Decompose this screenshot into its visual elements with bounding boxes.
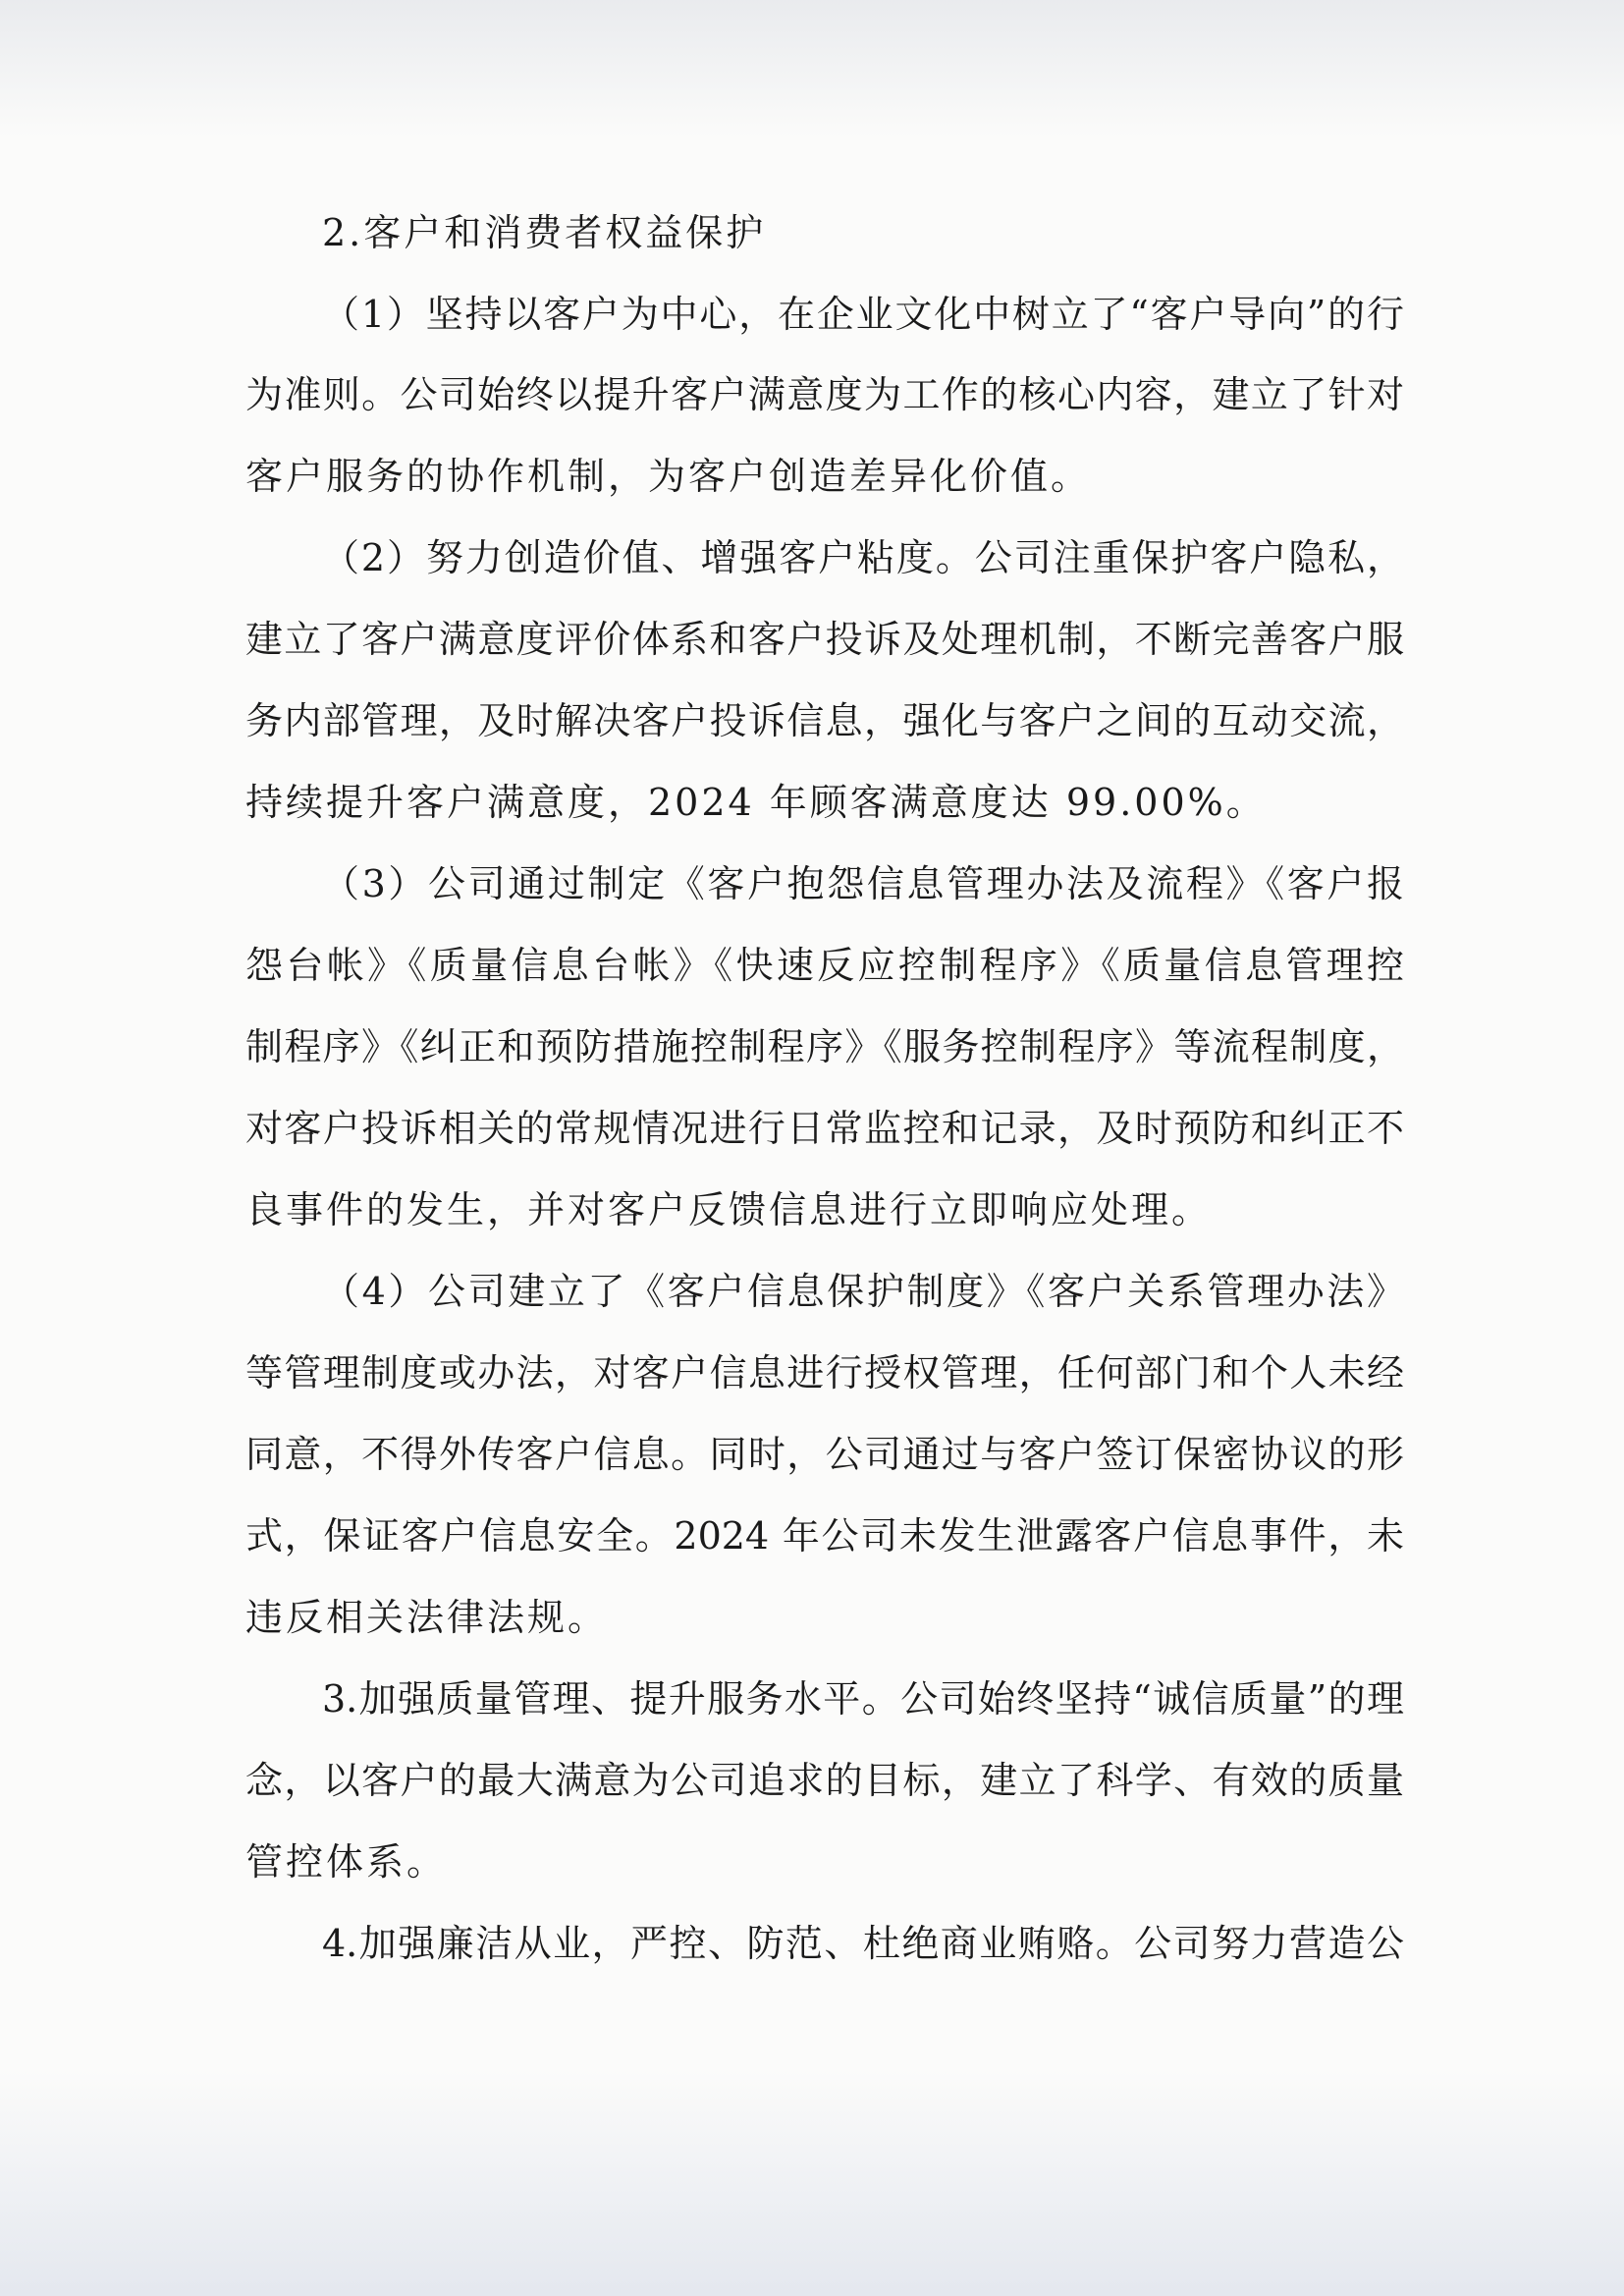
paragraph-2-line-2: 建立了客户满意度评价体系和客户投诉及处理机制，不断完善客户服	[245, 618, 1404, 661]
paragraph-5-line-3: 管控体系。	[245, 1840, 448, 1884]
paragraph-1-line-3: 客户服务的协作机制，为客户创造差异化价值。	[245, 455, 1092, 498]
paragraph-4-line-5: 违反相关法律法规。	[245, 1596, 609, 1639]
paragraph-4-line-4: 式，保证客户信息安全。2024 年公司未发生泄露客户信息事件，未	[245, 1514, 1404, 1558]
paragraph-4-line-2: 等管理制度或办法，对客户信息进行授权管理，任何部门和个人未经	[245, 1351, 1404, 1394]
paragraph-2-line-1: （2）努力创造价值、增强客户粘度。公司注重保护客户隐私，	[322, 536, 1404, 579]
paragraph-1-line-2: 为准则。公司始终以提升客户满意度为工作的核心内容，建立了针对	[245, 373, 1404, 416]
paragraph-2-line-4: 持续提升客户满意度，2024 年顾客满意度达 99.00%。	[245, 781, 1267, 824]
paragraph-4-line-1: （4）公司建立了《客户信息保护制度》《客户关系管理办法》	[322, 1270, 1404, 1313]
paragraph-6-line-1: 4.加强廉洁从业，严控、防范、杜绝商业贿赂。公司努力营造公	[322, 1922, 1404, 1965]
paragraph-3-line-3: 制程序》《纠正和预防措施控制程序》《服务控制程序》等流程制度，	[245, 1025, 1404, 1068]
paragraph-3-line-4: 对客户投诉相关的常规情况进行日常监控和记录，及时预防和纠正不	[245, 1107, 1404, 1150]
scan-shadow-top	[0, 0, 1624, 137]
paragraph-4-line-3: 同意，不得外传客户信息。同时，公司通过与客户签订保密协议的形	[245, 1433, 1404, 1476]
paragraph-2-line-3: 务内部管理，及时解决客户投诉信息，强化与客户之间的互动交流，	[245, 699, 1404, 742]
paragraph-3-line-2: 怨台帐》《质量信息台帐》《快速反应控制程序》《质量信息管理控	[245, 944, 1404, 987]
paragraph-1-line-1: （1）坚持以客户为中心，在企业文化中树立了“客户导向”的行	[322, 293, 1404, 336]
paragraph-5-line-2: 念，以客户的最大满意为公司追求的目标，建立了科学、有效的质量	[245, 1759, 1404, 1802]
paragraph-3-line-1: （3）公司通过制定《客户抱怨信息管理办法及流程》《客户报	[322, 862, 1404, 905]
paragraph-5-line-1: 3.加强质量管理、提升服务水平。公司始终坚持“诚信质量”的理	[322, 1677, 1404, 1721]
paragraph-3-line-5: 良事件的发生，并对客户反馈信息进行立即响应处理。	[245, 1188, 1213, 1231]
scan-shadow-bottom	[0, 2070, 1624, 2296]
section-heading-customer-protection: 2.客户和消费者权益保护	[322, 211, 767, 254]
